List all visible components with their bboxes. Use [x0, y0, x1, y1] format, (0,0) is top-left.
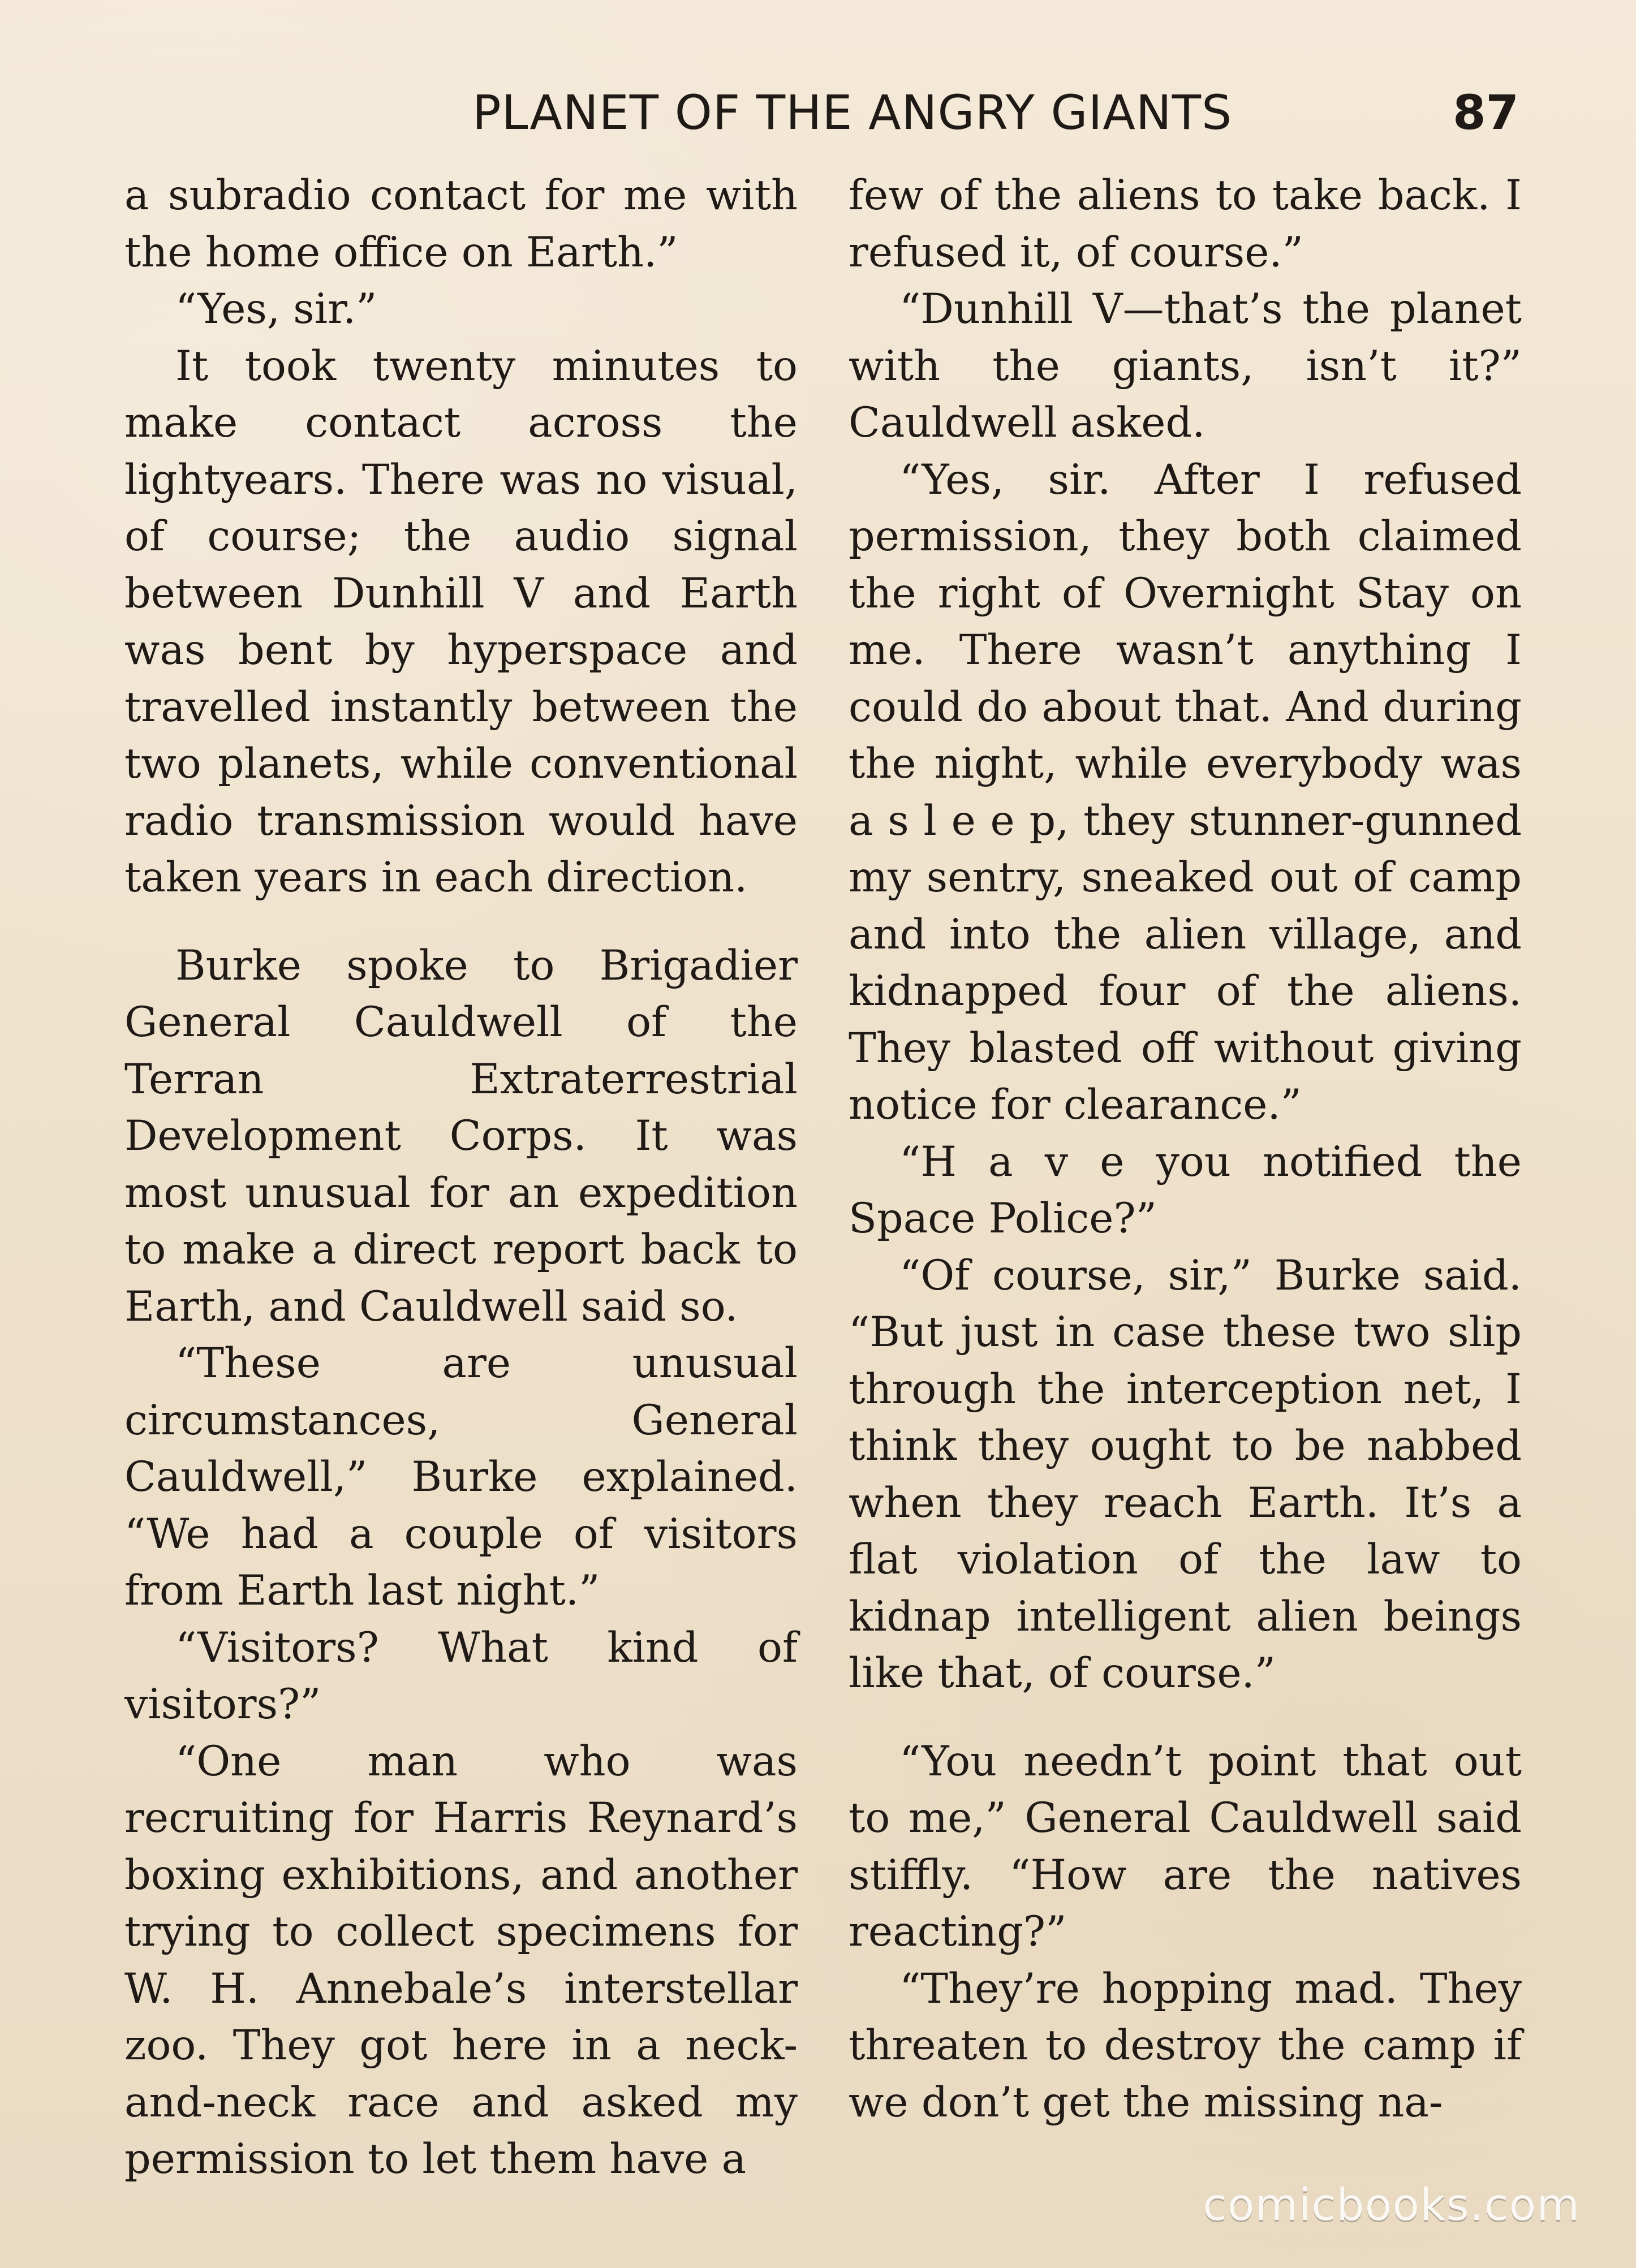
paragraph-gap — [124, 907, 798, 938]
left-paragraph-6: “Visitors? What kind of visitors?” — [124, 1623, 798, 1728]
right-paragraph-5: “Of course, sir,” Burke said. “But just in case these two slip through the interception net, I think they ought to be nabbed when they reach Earth. It’s a flat violation of the law to kidnap intelligent alien beings like that, of course.” — [849, 1251, 1522, 1697]
right-column — [849, 167, 1522, 2131]
left-paragraph-2: “Yes, sir.” — [175, 285, 377, 333]
right-paragraph-1: few of the aliens to take back. I refused it, of course.” — [849, 171, 1522, 277]
left-paragraph-3: It took twenty minutes to make contact across the lightyears. There was no visual, of course; the audio signal between Dunhill V and Earth was bent by hyperspace and travelled instantly between the two planets, while conventional radio transmission would have taken years in each direction. — [124, 342, 798, 902]
right-paragraph-6: “You needn’t point that out to me,” General Cauldwell said stiffly. “How are the natives reacting?” — [849, 1737, 1522, 1956]
right-paragraph-7: “They’re hopping mad. They threaten to destroy the camp if we don’t get the missing na- — [849, 1964, 1522, 2127]
left-paragraph-7: “One man who was recruiting for Harris Reynard’s boxing exhibitions, and another trying to collect specimens for W. H. Annebale’s interstellar zoo. They got here in a neck-and-neck race and asked my permission to let them have a — [124, 1737, 798, 2183]
right-paragraph-3: “Yes, sir. After I refused permission, they both claimed the right of Overnight Stay on me. There wasn’t anything I could do about that. And during the night, while everybody was a s l e e p, they stunner-gunned my sentry, sneaked out of camp and into the alien village, and kidnapped four of the aliens. They blasted off without giving notice for clearance.” — [849, 455, 1522, 1129]
left-paragraph-1: a subradio contact for me with the home office on Earth.” — [124, 171, 798, 277]
left-paragraph-5: “These are unusual circumstances, General Cauldwell,” Burke explained. “We had a couple of visitors from Earth last night.” — [124, 1339, 798, 1615]
page-header — [472, 85, 1519, 153]
right-paragraph-4: “H a v e you notified the Space Police?” — [849, 1137, 1522, 1243]
paragraph-gap — [849, 1702, 1522, 1734]
left-column — [124, 167, 798, 2188]
right-paragraph-2: “Dunhill V—that’s the planet with the giants, isn’t it?” Cauldwell asked. — [849, 285, 1522, 447]
left-paragraph-4: Burke spoke to Brigadier General Cauldwell of the Terran Extraterrestrial Development Corps. It was most unusual for an expedition to make a direct report back to Earth, and Cauldwell said so. — [124, 941, 798, 1331]
page-number: 87 — [1453, 85, 1519, 140]
running-title: PLANET OF THE ANGRY GIANTS — [472, 85, 1233, 140]
watermark: comicbooks.com — [1203, 2180, 1581, 2231]
